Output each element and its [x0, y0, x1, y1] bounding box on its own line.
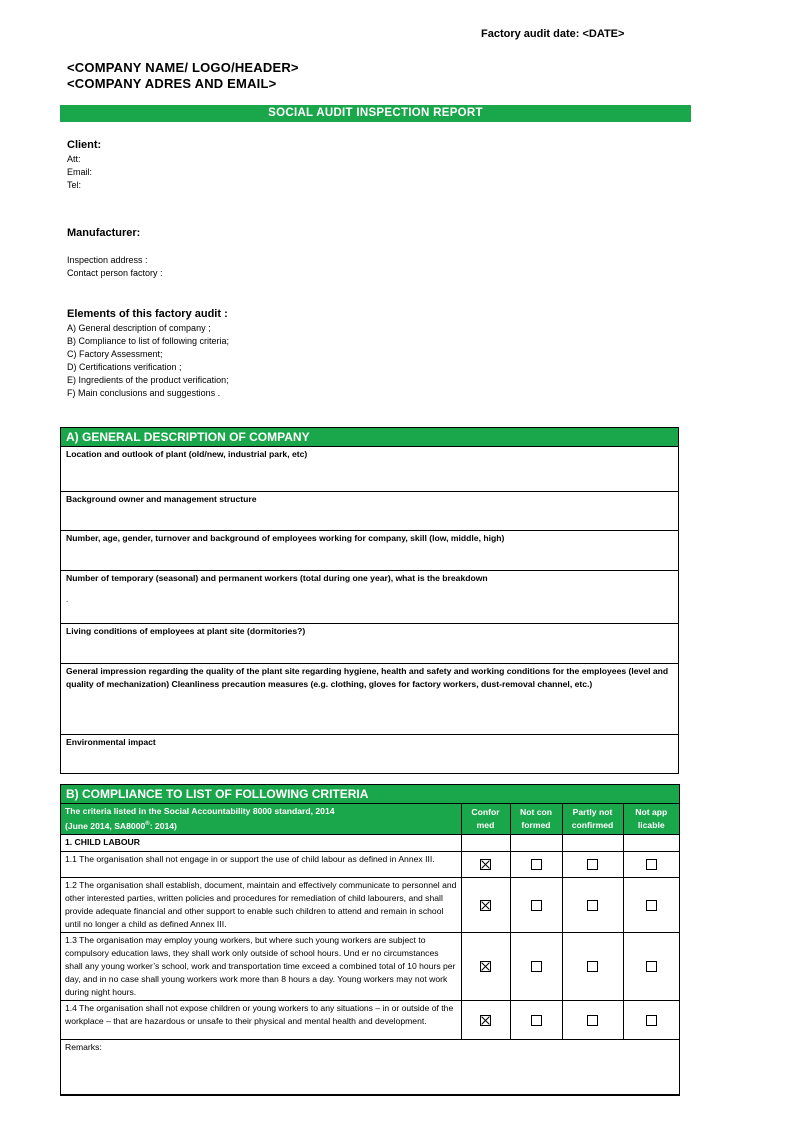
- audit-date: Factory audit date: <DATE>: [481, 28, 625, 40]
- criteria-table: [61, 804, 679, 1095]
- checkbox-not-conformed[interactable]: [531, 1015, 542, 1026]
- empty-cell: [562, 834, 623, 851]
- elements-item: C) Factory Assessment;: [67, 349, 163, 359]
- empty-cell: [510, 834, 562, 851]
- criteria-line-2: (June 2014, SA8000: [65, 820, 146, 831]
- section-b-heading: B) COMPLIANCE TO LIST OF FOLLOWING CRITERIA: [61, 785, 679, 804]
- checkbox-cell: [562, 932, 623, 1000]
- report-title: SOCIAL AUDIT INSPECTION REPORT: [60, 105, 691, 122]
- section-a-row: Environmental impact: [66, 737, 156, 747]
- checkbox-partly-not-confirmed[interactable]: [587, 900, 598, 911]
- checkbox-partly-not-confirmed[interactable]: [587, 1015, 598, 1026]
- section-a-row: Number, age, gender, turnover and background of employees working for company, skill (low, middle, high): [61, 531, 678, 571]
- column-header-conformed: Confor med: [461, 804, 510, 834]
- elements-item: F) Main conclusions and suggestions .: [67, 388, 221, 398]
- section-a-heading: A) GENERAL DESCRIPTION OF COMPANY: [61, 428, 678, 447]
- criteria-line-1: The criteria listed in the Social Accountability 8000 standard, 2014: [65, 806, 335, 816]
- column-header-not-conformed: Not con formed: [510, 804, 562, 834]
- checkbox-cell: [562, 851, 623, 877]
- empty-cell: [623, 834, 679, 851]
- checkbox-conformed[interactable]: [480, 1015, 491, 1026]
- contact-person: Contact person factory :: [67, 268, 163, 278]
- column-header-partly-not-confirmed: Partly not confirmed: [562, 804, 623, 834]
- checkbox-cell: [623, 1000, 679, 1039]
- elements-item: B) Compliance to list of following criteria;: [67, 336, 230, 346]
- checkbox-not-applicable[interactable]: [646, 1015, 657, 1026]
- checkbox-partly-not-confirmed[interactable]: [587, 961, 598, 972]
- client-email: Email:: [67, 167, 93, 177]
- checkbox-not-conformed[interactable]: [531, 961, 542, 972]
- checkbox-not-conformed[interactable]: [531, 859, 542, 870]
- checkbox-not-conformed[interactable]: [531, 900, 542, 911]
- criterion-text: 1.1 The organisation shall not engage in or support the use of child labour as defined in Annex III.: [61, 851, 461, 877]
- checkbox-not-applicable[interactable]: [646, 961, 657, 972]
- checkbox-conformed[interactable]: [480, 859, 491, 870]
- group-title: 1. CHILD LABOUR: [61, 834, 461, 851]
- elements-list: [67, 322, 229, 400]
- column-header-not-applicable: Not app licable: [623, 804, 679, 834]
- elements-item: D) Certifications verification ;: [67, 362, 182, 372]
- checkbox-cell: [510, 932, 562, 1000]
- checkbox-partly-not-confirmed[interactable]: [587, 859, 598, 870]
- checkbox-cell: [562, 877, 623, 932]
- section-a-row: Background owner and management structure: [61, 492, 678, 531]
- section-a-table: [60, 427, 679, 774]
- checkbox-cell: [510, 877, 562, 932]
- checkbox-conformed[interactable]: [480, 900, 491, 911]
- company-name: <COMPANY NAME/ LOGO/HEADER>: [67, 60, 299, 75]
- criterion-text: 1.3 The organisation may employ young workers, but where such young workers are subject to compulsory education laws, they shall work only outside of school hours. Und er no circumstances shall any young worker’s school, work and transportation time exceed a combined total of 10 hours per day, and in no case shall young workers work more than 8 hours a day. Young workers may not work during night hours.: [61, 932, 461, 1000]
- registered-mark: ®: [145, 821, 150, 827]
- checkbox-cell: [623, 851, 679, 877]
- checkbox-cell: [461, 932, 510, 1000]
- elements-item: E) Ingredients of the product verification;: [67, 375, 229, 385]
- client-heading: Client:: [67, 139, 102, 151]
- section-a-row-label: Number of temporary (seasonal) and permanent workers (total during one year), what is the breakdown: [66, 573, 488, 583]
- manufacturer-heading: Manufacturer:: [67, 227, 141, 239]
- checkbox-cell: [461, 851, 510, 877]
- inspection-address: Inspection address :: [67, 255, 148, 265]
- empty-cell: [461, 834, 510, 851]
- criterion-text: 1.2 The organisation shall establish, document, maintain and effectively communicate to personnel and other interested parties, written policies and procedures for remediation of child labourers, and shall provide adequate financial and other support to enable such children to attend and remain in school until no longer a child as defined Annex III.: [61, 877, 461, 932]
- client-att: Att:: [67, 154, 81, 164]
- elements-heading: Elements of this factory audit :: [67, 308, 228, 320]
- checkbox-cell: [510, 851, 562, 877]
- remarks-field[interactable]: Remarks:: [61, 1039, 679, 1094]
- elements-item: A) General description of company ;: [67, 323, 211, 333]
- checkbox-cell: [461, 1000, 510, 1039]
- checkbox-cell: [623, 877, 679, 932]
- section-a-row: Living conditions of employees at plant site (dormitories?): [61, 624, 678, 664]
- checkbox-cell: [562, 1000, 623, 1039]
- criterion-text: 1.4 The organisation shall not expose children or young workers to any situations – in or outside of the workplace – that are hazardous or unsafe to their physical and mental health and development.: [61, 1000, 461, 1039]
- checkbox-not-applicable[interactable]: [646, 900, 657, 911]
- section-a-row: Location and outlook of plant (old/new, industrial park, etc): [61, 447, 678, 492]
- company-address: <COMPANY ADRES AND EMAIL>: [67, 76, 277, 91]
- checkbox-not-applicable[interactable]: [646, 859, 657, 870]
- checkbox-cell: [623, 932, 679, 1000]
- section-a-row: [61, 571, 678, 624]
- checkbox-cell: [461, 877, 510, 932]
- section-a-dot: .: [66, 595, 69, 604]
- section-a-row: General impression regarding the quality of the plant site regarding hygiene, health and safety and working conditions for the employees (level and quality of mechanization) Cleanliness precaution measures (e.g. clothing, gloves for factory workers, dust-removal channel, etc.): [61, 664, 678, 735]
- criteria-description: [61, 804, 461, 834]
- client-tel: Tel:: [67, 180, 82, 190]
- checkbox-cell: [510, 1000, 562, 1039]
- section-b-table: [60, 784, 680, 1096]
- criteria-line-2-end: : 2014): [149, 820, 177, 831]
- checkbox-conformed[interactable]: [480, 961, 491, 972]
